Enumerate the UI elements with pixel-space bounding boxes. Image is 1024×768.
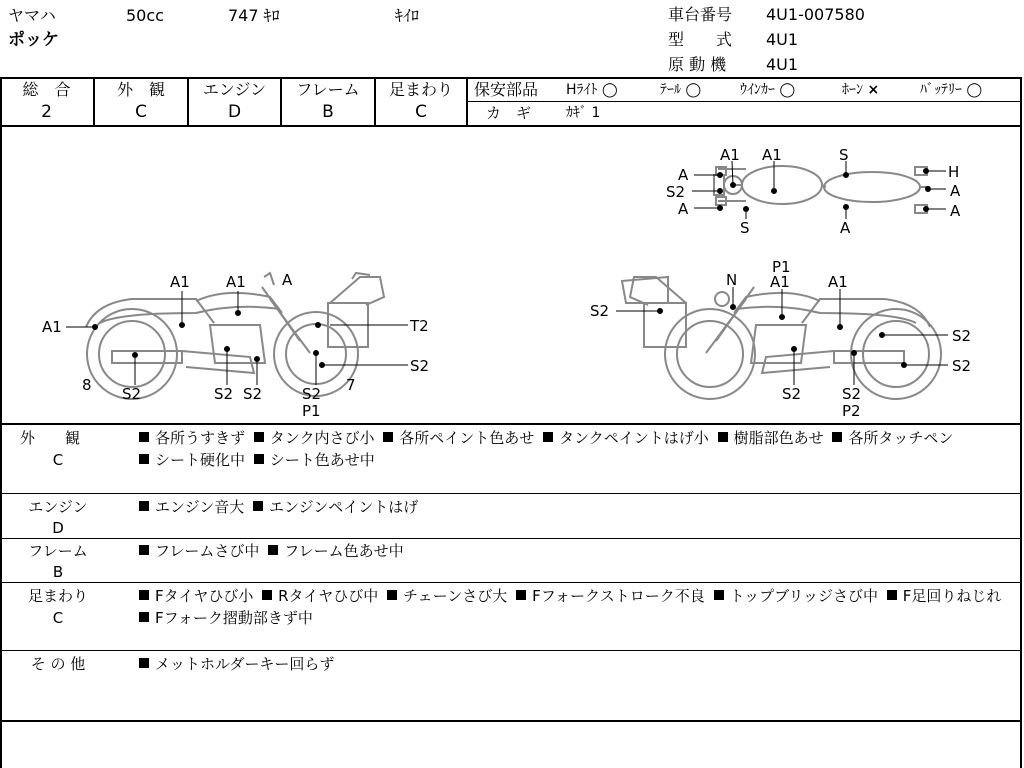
engine-type: 4U1 xyxy=(766,55,799,74)
section-grade-engine: D xyxy=(52,519,64,537)
section-grade-frame: B xyxy=(52,563,64,581)
border xyxy=(0,77,2,768)
square-bullet-icon xyxy=(139,545,149,555)
model-name: ポッケ xyxy=(8,30,59,50)
list-item: シート硬化中 xyxy=(135,451,245,469)
safety-parts-label: 保安部品 xyxy=(474,80,539,99)
square-bullet-icon xyxy=(543,432,553,442)
square-bullet-icon xyxy=(383,432,393,442)
grade-value-exterior: C xyxy=(135,102,147,122)
model-type: 4U1 xyxy=(766,30,799,49)
list-item: 樹脂部色あせ xyxy=(714,429,824,447)
frame-number: 4U1-007580 xyxy=(766,5,865,24)
divider xyxy=(0,493,1022,494)
square-bullet-icon xyxy=(139,590,149,600)
top-view-outline xyxy=(714,166,930,213)
list-item: チェーンさび大 xyxy=(383,587,507,605)
right-label: S2 xyxy=(952,357,972,375)
top-label: S xyxy=(740,219,750,237)
list-item: トップブリッジさび中 xyxy=(710,587,878,605)
square-bullet-icon xyxy=(718,432,728,442)
safety-item-horn xyxy=(842,80,879,100)
safety-item-name: ﾃｰﾙ xyxy=(660,82,681,98)
circle-mark-icon: ◯ xyxy=(779,82,796,98)
left-label: 7 xyxy=(346,376,356,394)
top-label: A1 xyxy=(720,146,740,164)
top-label: A xyxy=(950,182,961,200)
top-label: A xyxy=(950,202,961,220)
mileage: 747 ｷﾛ xyxy=(228,6,280,25)
square-bullet-icon xyxy=(139,658,149,668)
left-label: S2 xyxy=(243,385,263,403)
square-bullet-icon xyxy=(714,590,724,600)
list-item: F足回りねじれ xyxy=(883,587,1002,605)
right-label: N xyxy=(726,271,738,289)
divider xyxy=(466,78,468,126)
divider xyxy=(0,77,1022,79)
border xyxy=(1020,77,1022,768)
square-bullet-icon xyxy=(387,590,397,600)
square-bullet-icon xyxy=(139,432,149,442)
right-label: P1 xyxy=(772,258,791,276)
list-item: タンク内さび小 xyxy=(250,429,375,447)
section-items-other xyxy=(135,653,1015,675)
grade-value-overall: 2 xyxy=(41,102,52,122)
square-bullet-icon xyxy=(262,590,272,600)
divider xyxy=(468,101,1022,102)
top-label: H xyxy=(948,163,960,181)
top-label: S xyxy=(839,146,849,164)
grade-header-frame: フレーム xyxy=(296,80,360,99)
divider xyxy=(0,720,1022,722)
safety-item-name: ｳｲﾝｶｰ xyxy=(740,82,775,98)
top-label: A xyxy=(678,200,689,218)
square-bullet-icon xyxy=(253,501,263,511)
left-label: P1 xyxy=(302,402,321,420)
list-item: フレーム色あせ中 xyxy=(264,542,403,560)
left-label: S2 xyxy=(302,385,322,403)
safety-item-winker xyxy=(740,80,795,100)
section-title-engine: エンジン xyxy=(28,498,88,516)
list-item: メットホルダーキー回らず xyxy=(135,655,334,673)
list-item: フレームさび中 xyxy=(135,542,259,560)
left-label: S2 xyxy=(122,385,142,403)
model-type-label: 型 式 xyxy=(668,30,733,49)
square-bullet-icon xyxy=(139,501,149,511)
square-bullet-icon xyxy=(139,454,149,464)
section-items-frame xyxy=(135,540,1015,562)
left-label: S2 xyxy=(410,357,430,375)
left-label: A1 xyxy=(226,273,246,291)
top-label: S2 xyxy=(666,183,686,201)
right-label: A1 xyxy=(770,273,790,291)
engine-type-label: 原 動 機 xyxy=(668,55,727,74)
grade-value-suspension: C xyxy=(415,102,427,122)
grade-header-engine: エンジン xyxy=(202,80,267,99)
list-item: Fフォークストローク不良 xyxy=(512,587,705,605)
list-item: 各所ペイント色あせ xyxy=(379,429,534,447)
grade-value-frame: B xyxy=(322,102,334,122)
divider xyxy=(0,650,1022,651)
right-label: S2 xyxy=(782,385,802,403)
left-label: A xyxy=(282,271,293,289)
left-view-outline xyxy=(86,273,384,399)
list-item: Fタイヤひび小 xyxy=(135,587,253,605)
safety-item-name: Hﾗｲﾄ xyxy=(566,82,598,98)
section-title-frame: フレーム xyxy=(28,542,88,560)
damage-diagram xyxy=(0,127,1022,423)
safety-item-name: ﾊﾞｯﾃﾘｰ xyxy=(920,82,962,98)
right-label: S2 xyxy=(590,302,610,320)
square-bullet-icon xyxy=(268,545,278,555)
safety-item-name: ﾎｰﾝ xyxy=(842,82,863,98)
maker: ヤマハ xyxy=(8,6,56,25)
grade-header-exterior: 外 観 xyxy=(116,80,165,99)
section-items-exterior xyxy=(135,427,1015,471)
left-label: S2 xyxy=(214,385,234,403)
frame-number-label: 車台番号 xyxy=(668,5,733,24)
list-item: シート色あせ中 xyxy=(250,451,375,469)
circle-mark-icon: ◯ xyxy=(685,82,702,98)
right-label: S2 xyxy=(842,385,862,403)
left-label: A1 xyxy=(170,273,190,291)
section-title-other: そ の 他 xyxy=(30,655,86,673)
grade-header-overall: 総 合 xyxy=(22,80,71,99)
section-items-engine xyxy=(135,496,1015,518)
divider xyxy=(0,423,1022,425)
section-items-suspension xyxy=(135,585,1015,629)
grade-header-suspension: 足まわり xyxy=(388,80,453,99)
list-item: 各所うすきず xyxy=(135,429,245,447)
key-label: カ ギ xyxy=(486,104,532,122)
list-item: Rタイヤひび中 xyxy=(258,587,378,605)
square-bullet-icon xyxy=(254,454,264,464)
top-label: A xyxy=(678,166,689,184)
section-grade-suspension: C xyxy=(52,609,64,627)
list-item: 各所タッチペン xyxy=(828,429,953,447)
square-bullet-icon xyxy=(832,432,842,442)
top-label: A1 xyxy=(762,146,782,164)
key-value: ｶｷﾞ 1 xyxy=(566,105,601,121)
list-item: エンジンペイントはげ xyxy=(249,498,418,516)
list-item: エンジン音大 xyxy=(135,498,244,516)
top-label: A xyxy=(840,219,851,237)
left-label: 8 xyxy=(82,376,92,394)
safety-item-headlight xyxy=(566,80,618,100)
list-item: Fフォーク摺動部きず中 xyxy=(135,609,313,627)
circle-mark-icon: ◯ xyxy=(601,82,618,98)
safety-item-taillight xyxy=(660,80,701,100)
right-label: A1 xyxy=(828,273,848,291)
square-bullet-icon xyxy=(887,590,897,600)
left-label: A1 xyxy=(42,318,62,336)
mileage-unit: ｷｲﾛ xyxy=(395,6,420,25)
square-bullet-icon xyxy=(254,432,264,442)
right-label: P2 xyxy=(842,402,861,420)
cross-mark-icon: × xyxy=(867,82,880,98)
section-grade-exterior: C xyxy=(52,451,64,469)
divider xyxy=(0,582,1022,583)
square-bullet-icon xyxy=(139,612,149,622)
right-label: S2 xyxy=(952,327,972,345)
section-title-suspension: 足まわり xyxy=(27,587,88,605)
left-label: T2 xyxy=(410,317,429,335)
section-title-exterior: 外 観 xyxy=(19,429,80,447)
displacement: 50cc xyxy=(126,6,164,25)
divider xyxy=(0,538,1022,539)
square-bullet-icon xyxy=(516,590,526,600)
grade-value-engine: D xyxy=(227,102,242,122)
safety-item-battery xyxy=(920,80,982,100)
list-item: タンクペイントはげ小 xyxy=(539,429,709,447)
circle-mark-icon: ◯ xyxy=(966,82,983,98)
